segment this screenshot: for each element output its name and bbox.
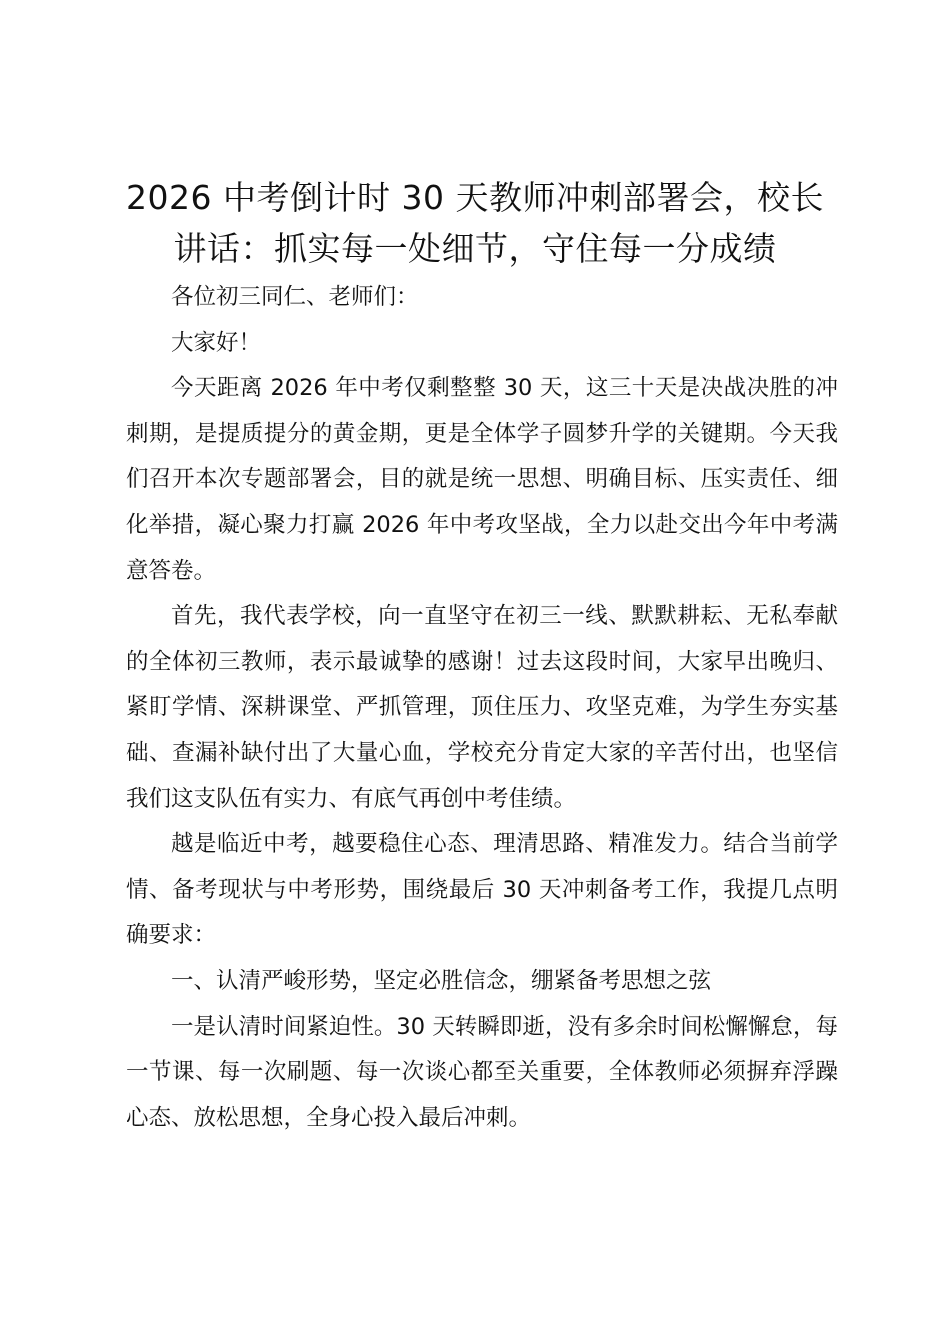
paragraph-intro: 今天距离 2026 年中考仅剩整整 30 天，这三十天是决战决胜的冲刺期，是提质提分的黄金期，更是全体学子圆梦升学的关键期。今天我们召开本次专题部署会，目的就是统一思想、明确目标、压实责任、细化举措，凝心聚力打赢 2026 年中考攻坚战，全力以赴交出今年中考满意答卷。 bbox=[126, 375, 838, 584]
document-body bbox=[126, 275, 838, 1141]
paragraph-point-1: 一是认清时间紧迫性。30 天转瞬即逝，没有多余时间松懈懈怠，每一节课、每一次刷题、每一次谈心都至关重要，全体教师必须摒弃浮躁心态、放松思想，全身心投入最后冲刺。 bbox=[126, 1013, 838, 1131]
paragraph-requirements: 越是临近中考，越要稳住心态、理清思路、精准发力。结合当前学情、备考现状与中考形势，围绕最后 30 天冲刺备考工作，我提几点明确要求： bbox=[126, 831, 838, 949]
section-heading-1: 一、认清严峻形势，坚定必胜信念，绷紧备考思想之弦 bbox=[171, 967, 712, 994]
greeting: 大家好！ bbox=[171, 329, 262, 356]
salutation: 各位初三同仁、老师们： bbox=[171, 284, 419, 310]
document-title: 2026 中考倒计时 30 天教师冲刺部署会，校长讲话：抓实每一处细节，守住每一分成绩 bbox=[126, 178, 824, 268]
paragraph-thanks: 首先，我代表学校，向一直坚守在初三一线、默默耕耘、无私奉献的全体初三教师，表示最诚挚的感谢！过去这段时间，大家早出晚归、紧盯学情、深耕课堂、严抓管理，顶住压力、攻坚克难，为学生夯实基础、查漏补缺付出了大量心血，学校充分肯定大家的辛苦付出，也坚信我们这支队伍有实力、有底气再创中考佳绩。 bbox=[126, 603, 838, 812]
